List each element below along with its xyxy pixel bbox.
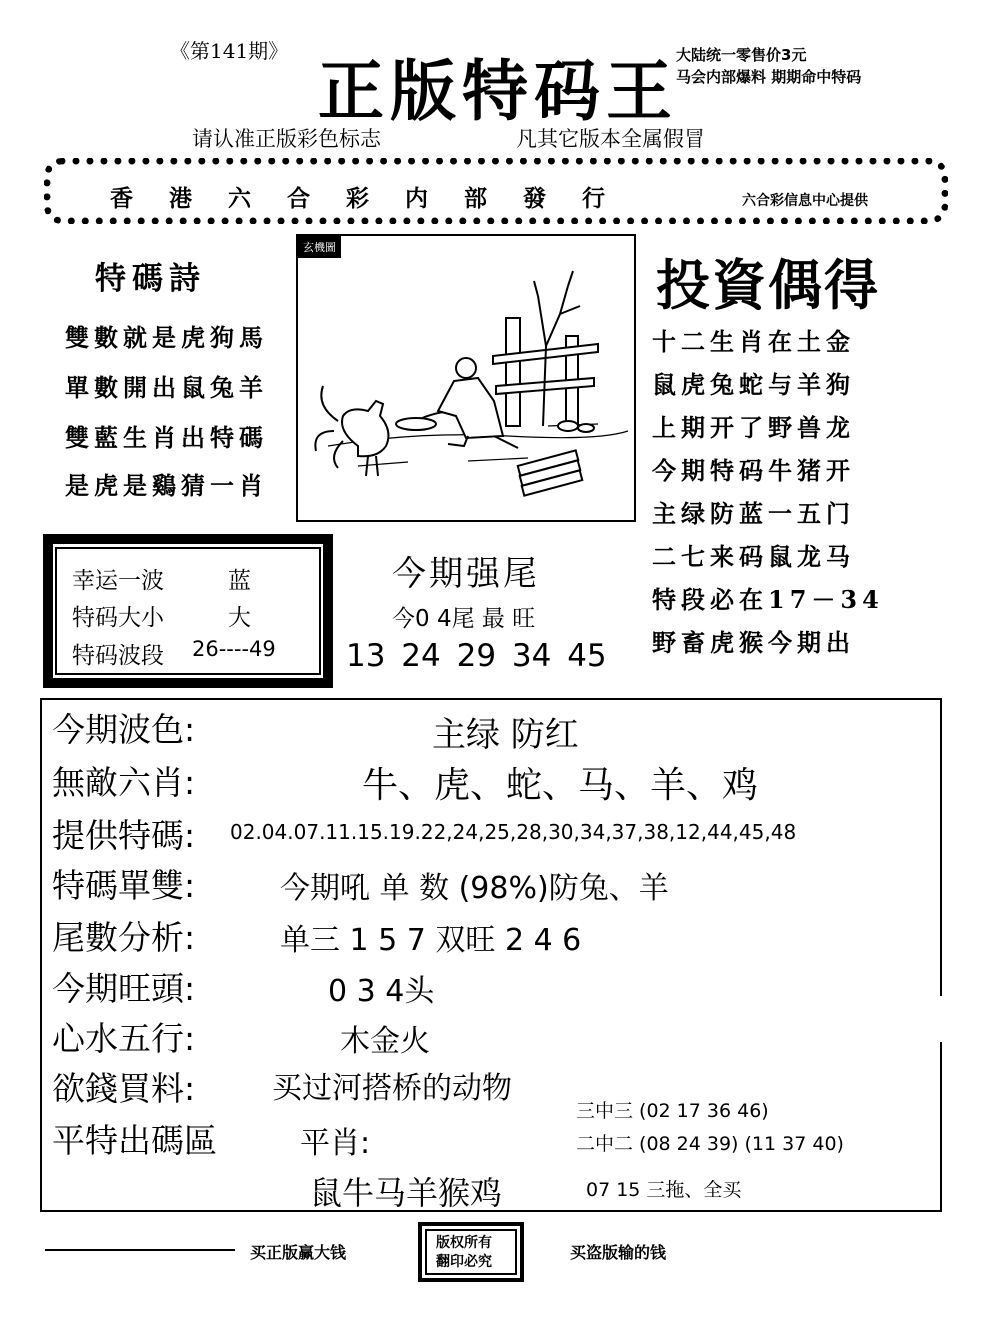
six-zodiac-value: 牛、虎、蛇、马、羊、鸡: [362, 765, 759, 806]
banner-main-text: 香港六合彩内部發行: [110, 185, 641, 212]
footer-left-text: 买正版赢大钱: [250, 1243, 347, 1262]
lucky-label: 特码波段: [72, 643, 164, 669]
lucky-value: 蓝: [228, 568, 251, 594]
riddle-value: 买过河搭桥的动物: [272, 1071, 512, 1106]
strong-tail-numbers: 13 24 29 34 45: [346, 638, 607, 674]
lucky-value: 26----49: [192, 637, 276, 661]
clue-line: 特段必在17－34: [652, 585, 884, 614]
six-zodiac-label: 無敵六肖:: [52, 763, 196, 802]
strong-tail-title: 今期强尾: [392, 554, 540, 594]
numbers-label: 提供特碼:: [52, 816, 196, 855]
footer-rule: [45, 1249, 235, 1251]
footer-right-text: 买盗版输的钱: [570, 1243, 667, 1262]
notice-right: 凡其它版本全属假冒: [516, 127, 705, 151]
element-label: 心水五行:: [52, 1019, 196, 1058]
page-title: 正版特码王: [318, 52, 678, 130]
poem-line: 雙藍生肖出特碼: [65, 423, 268, 452]
drag-text: 07 15 三拖、全买: [586, 1179, 742, 1201]
poem-line: 單數開出鼠兔羊: [65, 373, 268, 402]
flat-value: 鼠牛马羊猴鸡: [310, 1174, 503, 1212]
riddle-label: 欲錢買料:: [52, 1069, 196, 1108]
head-value: 0 3 4头: [328, 974, 435, 1009]
rooster-man-illustration: [298, 236, 634, 520]
three-hit-text: 三中三 (02 17 36 46): [576, 1100, 769, 1122]
notice-left: 请认准正版彩色标志: [192, 127, 381, 151]
lucky-label: 幸运一波: [72, 568, 164, 594]
picture-stamp: 玄機圖: [298, 236, 341, 258]
poem-title: 特碼詩: [95, 261, 206, 297]
odd-even-value: 今期吼 单 数 (98%)防兔、羊: [280, 871, 669, 906]
banner-sub-text: 六合彩信息中心提供: [742, 193, 868, 209]
odd-even-label: 特碼單雙:: [52, 866, 196, 905]
copyright-line: 版权所有: [436, 1235, 492, 1251]
clue-line: 十二生肖在土金: [652, 327, 855, 356]
tail-analysis-label: 尾數分析:: [52, 918, 196, 957]
tail-analysis-value: 单三 1 5 7 双旺 2 4 6: [280, 923, 582, 958]
area-label: 平特出碼區: [52, 1121, 217, 1160]
clue-line: 主绿防蓝一五门: [652, 499, 855, 528]
poem-line: 雙數就是虎狗馬: [65, 323, 268, 352]
issue-number: 《第141期》: [170, 39, 289, 63]
clue-line: 鼠虎兔蛇与羊狗: [652, 370, 855, 399]
lucky-value: 大: [228, 605, 251, 631]
wave-value: 主绿 防红: [432, 715, 579, 755]
wave-label: 今期波色:: [52, 710, 196, 749]
riddle-picture: [296, 234, 636, 522]
clue-line: 上期开了野兽龙: [652, 413, 855, 442]
clue-line: 今期特码牛猪开: [652, 456, 855, 485]
invest-title: 投資偶得: [656, 254, 880, 317]
flat-label: 平肖:: [300, 1126, 371, 1161]
insider-text: 马会内部爆料 期期命中特码: [676, 68, 862, 86]
strong-tail-subtitle: 今0 4尾 最 旺: [392, 606, 536, 632]
poem-line: 是虎是鷄猜一肖: [65, 471, 268, 500]
info-box-border: [940, 1042, 942, 1212]
element-value: 木金火: [340, 1024, 430, 1059]
info-box-border: [940, 698, 942, 996]
clue-line: 野畜虎猴今期出: [652, 628, 855, 657]
two-hit-text: 二中二 (08 24 39) (11 37 40): [576, 1133, 844, 1155]
head-label: 今期旺頭:: [52, 969, 196, 1008]
clue-line: 二七来码鼠龙马: [652, 542, 855, 571]
price-text: 大陆统一零售价3元: [676, 46, 807, 64]
copyright-line: 翻印必究: [436, 1254, 492, 1270]
lucky-label: 特码大小: [72, 605, 164, 631]
numbers-value: 02.04.07.11.15.19.22,24,25,28,30,34,37,38,12,44,45,48: [230, 820, 797, 844]
